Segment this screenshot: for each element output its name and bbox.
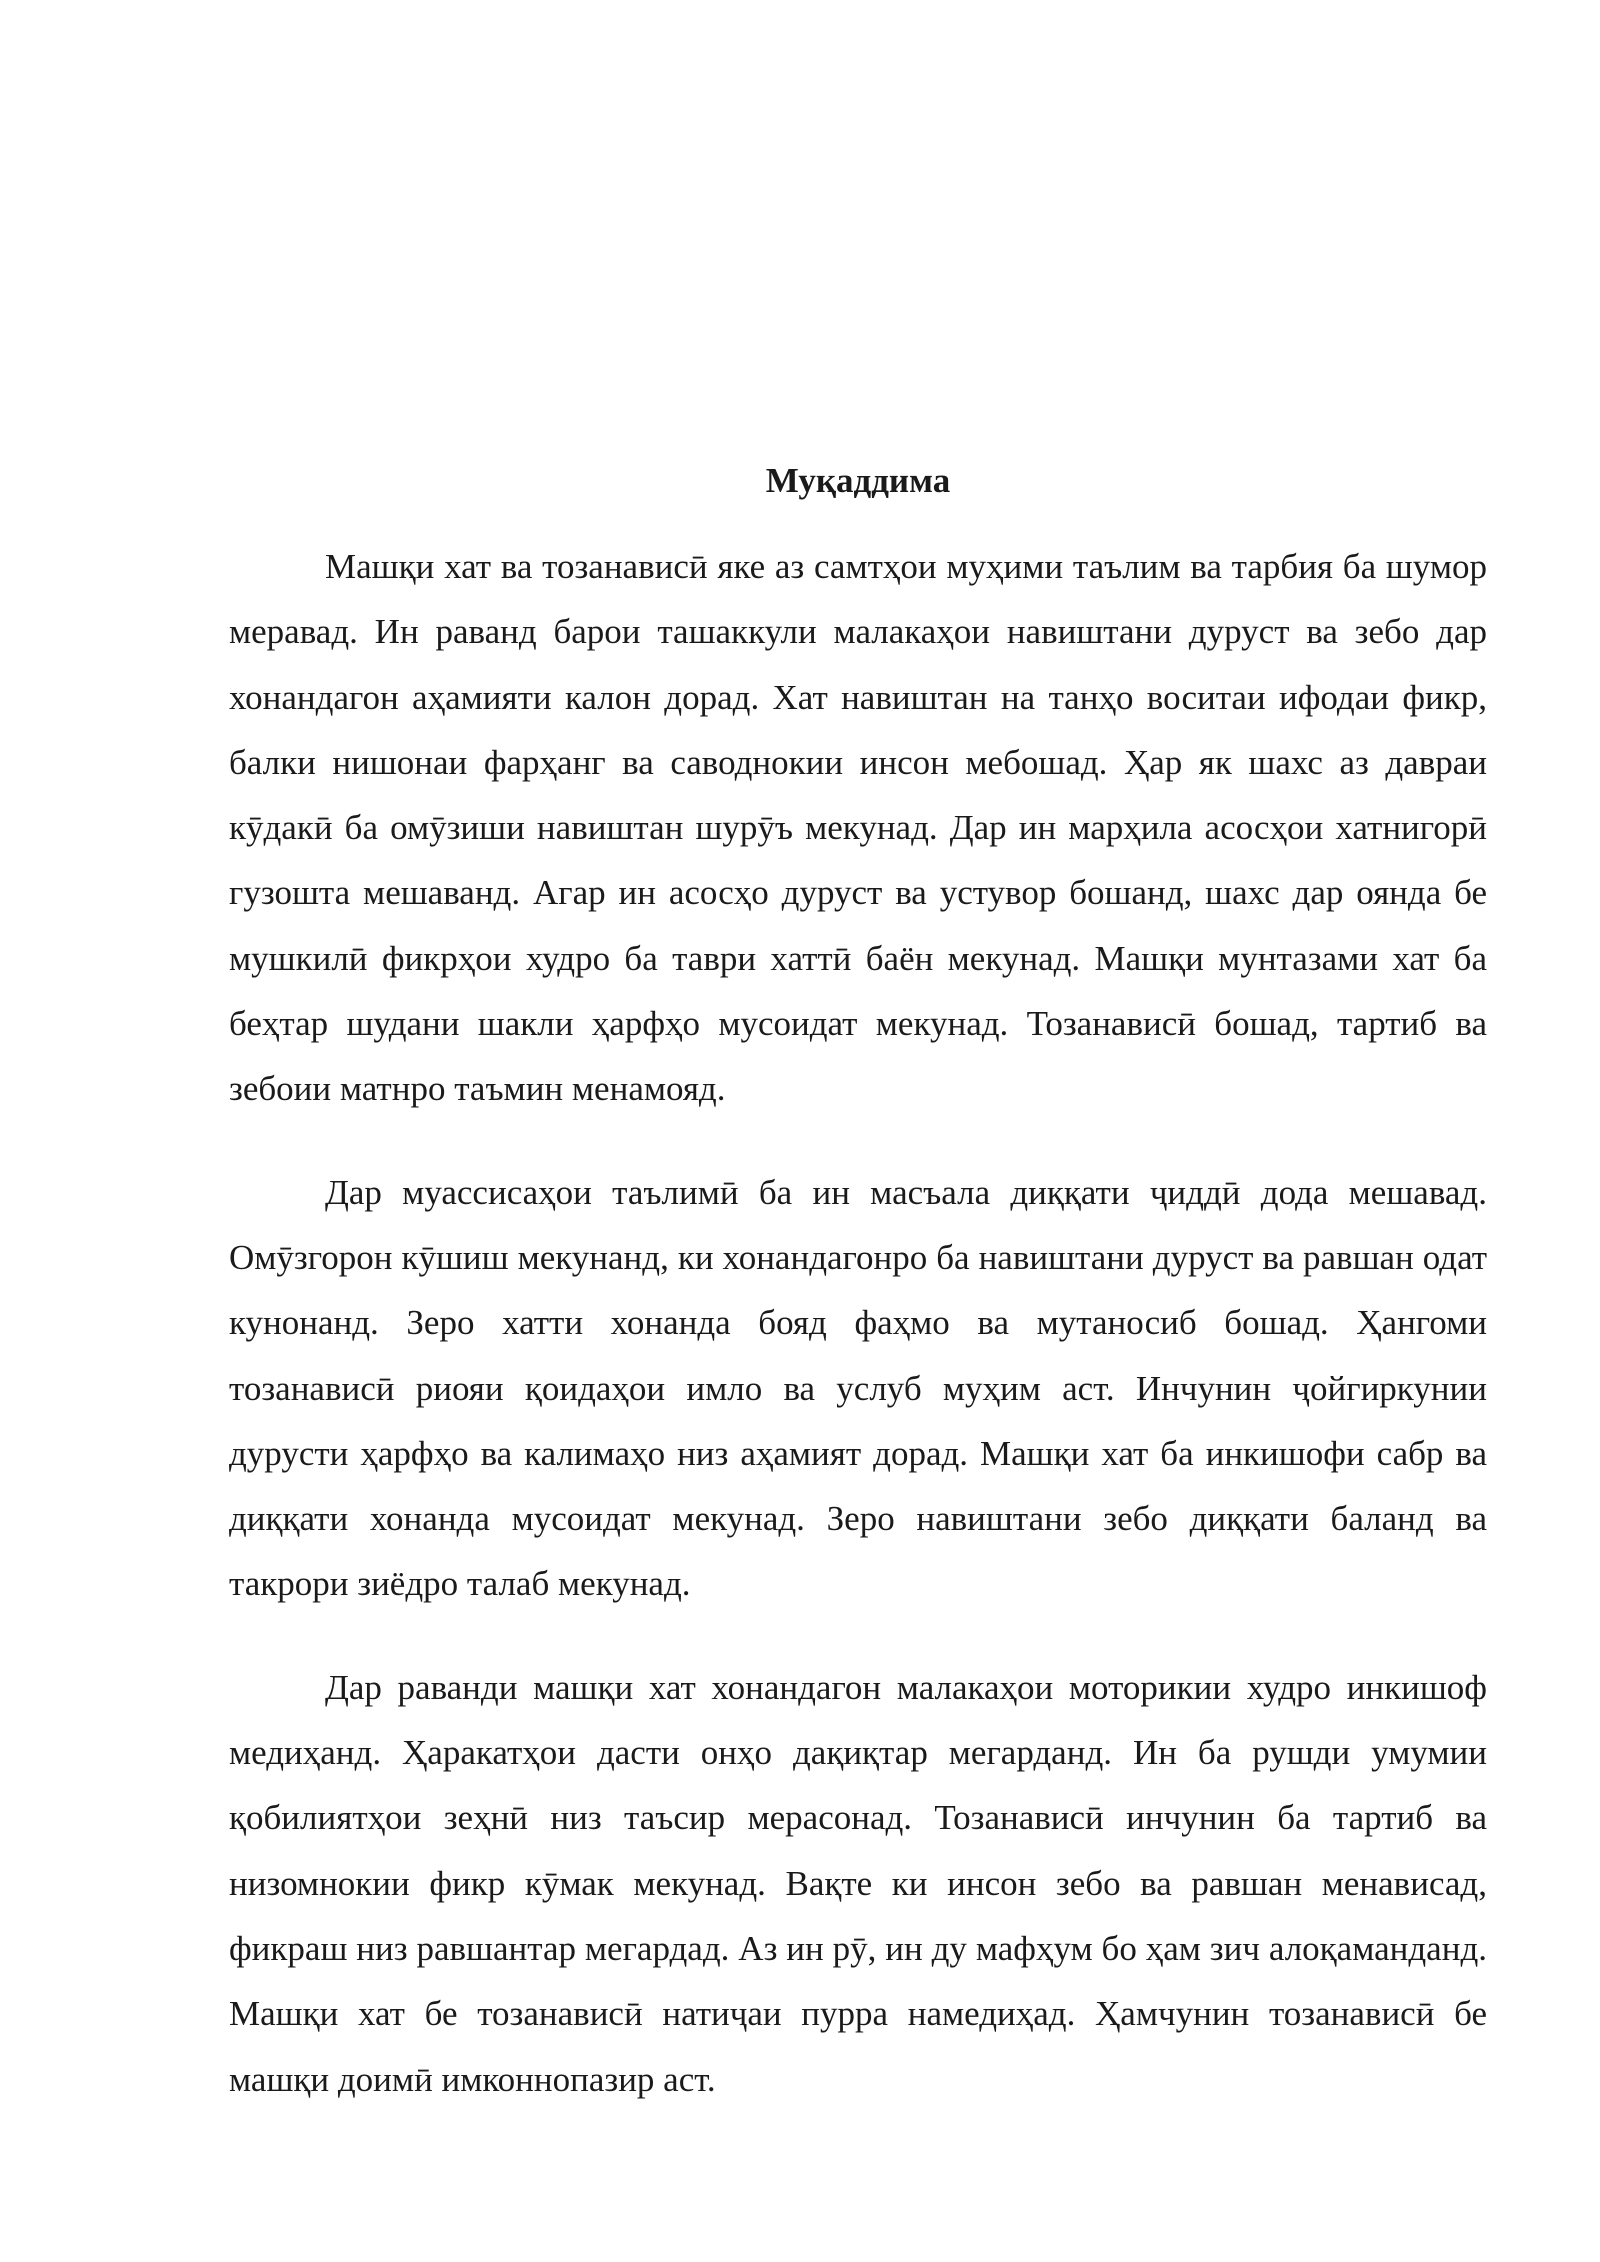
paragraph: Дар раванди машқи хат хонандагон малакаҳои моторикии худро инкишоф медиҳанд. Ҳаракатҳои дасти онҳо дақиқтар мегарданд. Ин ба рушди умумии қобилиятҳои зеҳнӣ низ таъсир мерасонад. Тозанависӣ инчунин ба тартиб ва низомнокии фикр кӯмак мекунад. Вақте ки инсон зебо ва равшан менависад, фикраш низ равшантар мегардад. Аз ин рӯ, ин ду мафҳум бо ҳам зич алоқаманданд. Машқи хат бе тозанависӣ натиҷаи пурра намедиҳад. Ҳамчунин тозанависӣ бе машқи доимӣ имконнопазир аст.: [229, 1667, 1487, 2099]
paragraph: Машқи хат ва тозанависӣ яке аз самтҳои муҳими таълим ва тарбия ба шумор меравад. Ин раванд барои ташаккули малакаҳои навиштани дуруст ва зебо дар хонандагон аҳамияти калон дорад. Хат навиштан на танҳо воситаи ифодаи фикр, балки нишонаи фарҳанг ва саводнокии инсон мебошад. Ҳар як шахс аз давраи кӯдакӣ ба омӯзиши навиштан шурӯъ мекунад. Дар ин марҳила асосҳои хатнигорӣ гузошта мешаванд. Агар ин асосҳо дуруст ва устувор бошанд, шахс дар оянда бе мушкилӣ фикрҳои худро ба таври хаттӣ баён мекунад. Машқи мунтазами хат ба беҳтар шудани шакли ҳарфҳо мусоидат мекунад. Тозанависӣ бошад, тартиб ва зебоии матнро таъмин менамояд.: [229, 547, 1487, 1109]
section-title: Муқаддима: [765, 461, 951, 500]
paragraph: Дар муассисаҳои таълимӣ ба ин масъала диққати ҷиддӣ дода мешавад. Омӯзгорон кӯшиш мекунанд, ки хонандагонро ба навиштани дуруст ва равшан одат кунонанд. Зеро хатти хонанда бояд фаҳмо ва мутаносиб бошад. Ҳангоми тозанависӣ риояи қоидаҳои имло ва услуб муҳим аст. Инчунин ҷойгиркунии дурусти ҳарфҳо ва калимаҳо низ аҳамият дорад. Машқи хат ба инкишофи сабр ва диққати хонанда мусоидат мекунад. Зеро навиштани зебо диққати баланд ва такрори зиёдро талаб мекунад.: [229, 1172, 1487, 1604]
document-body: [229, 456, 1487, 2150]
